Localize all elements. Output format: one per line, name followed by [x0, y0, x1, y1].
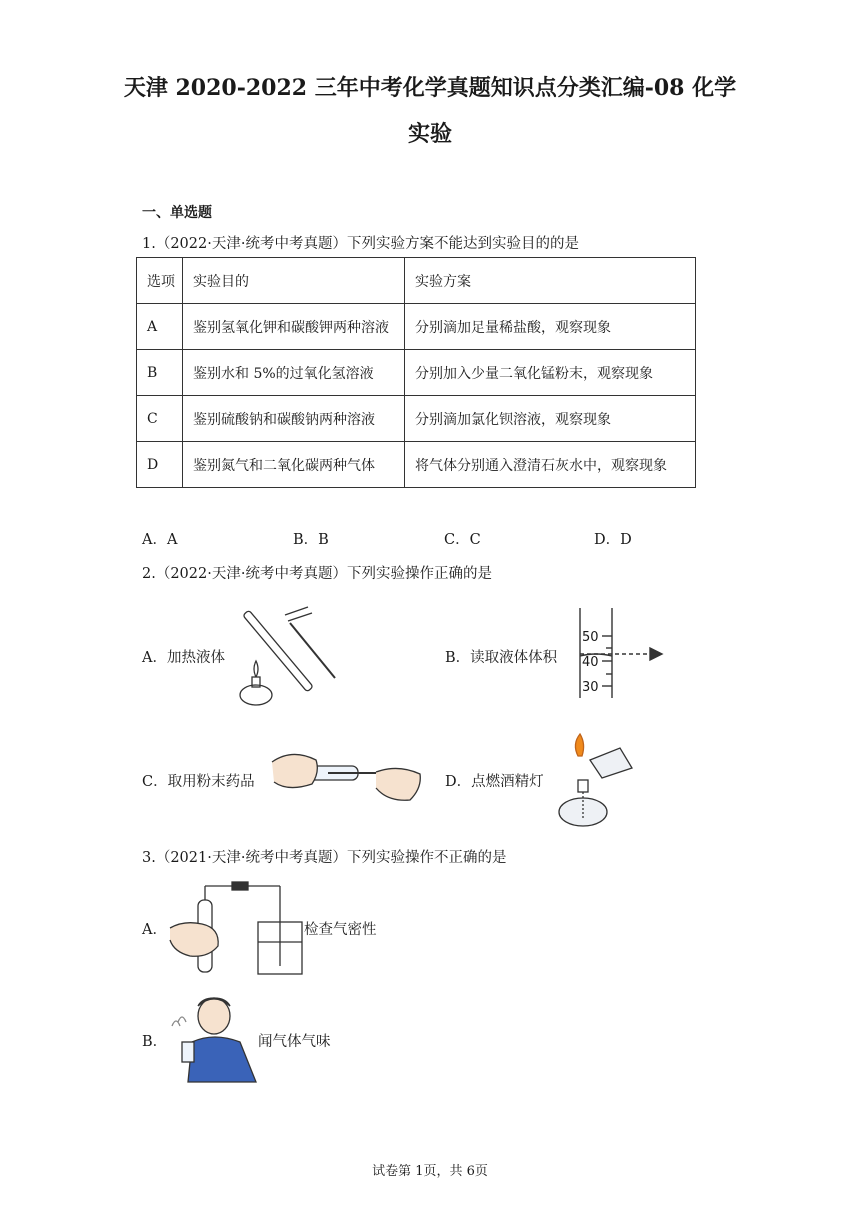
table-cell: C — [137, 396, 183, 442]
cylinder-tick-30: 30 — [582, 680, 599, 695]
table-cell: 鉴别水和 5%的过氧化氢溶液 — [183, 350, 405, 396]
q2-option-d[interactable]: D．点燃酒精灯 — [445, 774, 544, 790]
q3-option-a-label[interactable]: A． — [142, 922, 167, 938]
smell-gas-figure — [168, 992, 260, 1084]
section-heading: 一、单选题 — [142, 205, 212, 221]
q2-option-b[interactable]: B．读取液体体积 — [445, 650, 558, 666]
q2-option-c[interactable]: C．取用粉末药品 — [142, 774, 255, 790]
q2-option-a[interactable]: A．加热液体 — [142, 650, 225, 666]
table-row — [137, 304, 696, 350]
table-cell: 鉴别氮气和二氧化碳两种气体 — [183, 442, 405, 488]
q3-option-a-text: 检查气密性 — [304, 922, 377, 938]
q1-option-c[interactable]: C．C — [444, 532, 481, 548]
table-cell: D — [137, 442, 183, 488]
question-2-stem: 2.（2022·天津·统考中考真题）下列实验操作正确的是 — [142, 566, 492, 582]
question-3-stem: 3.（2021·天津·统考中考真题）下列实验操作不正确的是 — [142, 850, 507, 866]
table-cell: A — [137, 304, 183, 350]
cylinder-tick-50: 50 — [582, 630, 599, 645]
table-cell: 分别滴加足量稀盐酸，观察现象 — [405, 304, 696, 350]
table-row — [137, 396, 696, 442]
experiment-table — [136, 257, 696, 488]
page-footer: 试卷第 1页，共 6页 — [372, 1164, 488, 1179]
document-title-line2: 实验 — [407, 121, 452, 147]
q1-option-a[interactable]: A．A — [142, 532, 178, 548]
powder-sampling-figure — [268, 738, 433, 818]
table-cell: 鉴别硫酸钠和碳酸钠两种溶液 — [183, 396, 405, 442]
table-cell: 分别加入少量二氧化锰粉末，观察现象 — [405, 350, 696, 396]
table-header-cell: 实验方案 — [405, 258, 696, 304]
heating-liquid-figure — [230, 603, 345, 713]
table-row — [137, 350, 696, 396]
airtightness-check-figure — [168, 876, 303, 976]
table-header-cell: 选项 — [137, 258, 183, 304]
alcohol-lamp-figure — [550, 730, 645, 830]
q3-option-b-label[interactable]: B． — [142, 1034, 168, 1050]
q3-option-b-text: 闻气体气味 — [258, 1034, 331, 1050]
table-cell: 将气体分别通入澄清石灰水中，观察现象 — [405, 442, 696, 488]
cylinder-tick-40: 40 — [582, 655, 599, 670]
table-header-cell: 实验目的 — [183, 258, 405, 304]
q1-option-d[interactable]: D．D — [594, 532, 632, 548]
table-row — [137, 442, 696, 488]
table-cell: B — [137, 350, 183, 396]
q1-option-b[interactable]: B．B — [293, 532, 329, 548]
question-1-stem: 1.（2022·天津·统考中考真题）下列实验方案不能达到实验目的的是 — [142, 236, 579, 252]
document-title-line1: 天津 2020-2022 三年中考化学真题知识点分类汇编-08 化学 — [123, 75, 737, 101]
table-header-row — [137, 258, 696, 304]
table-cell: 鉴别氢氧化钾和碳酸钾两种溶液 — [183, 304, 405, 350]
table-cell: 分别滴加氯化钡溶液，观察现象 — [405, 396, 696, 442]
